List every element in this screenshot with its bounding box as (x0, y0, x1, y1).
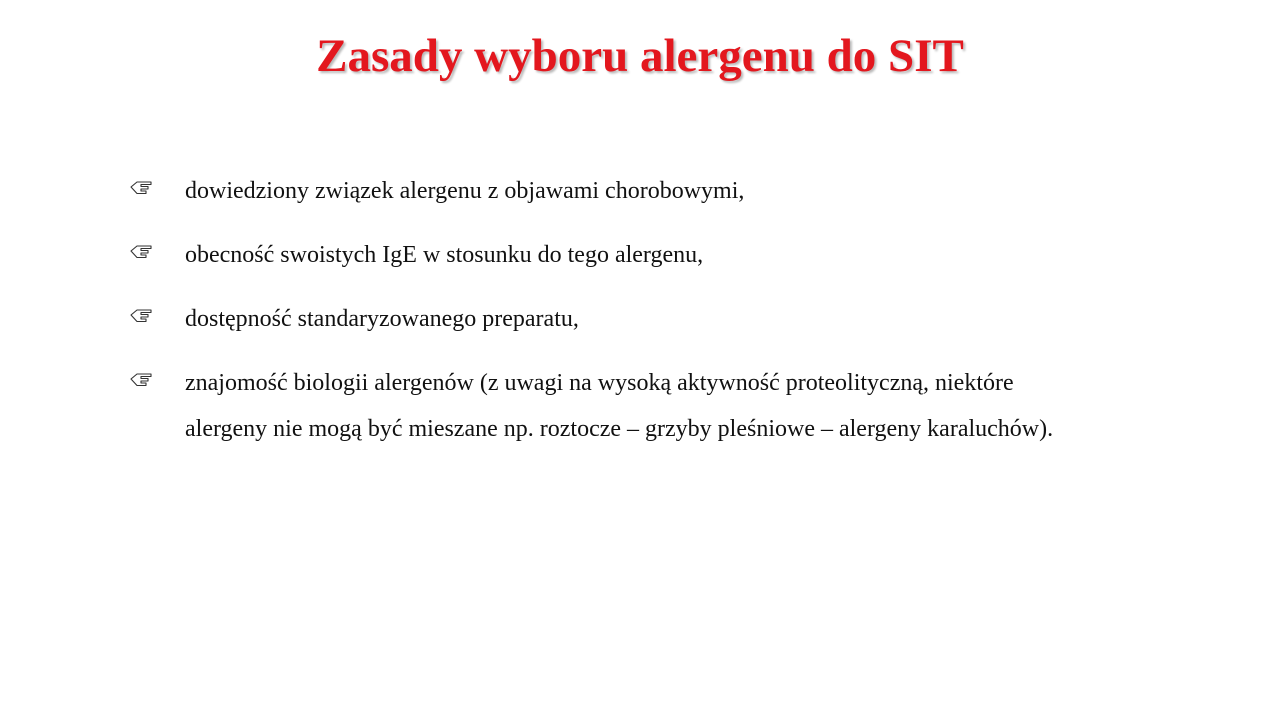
pointing-hand-icon (130, 370, 154, 388)
bullet-text: obecność swoistych IgE w stosunku do tego alergenu, (185, 242, 704, 268)
bullet-text: dowiedziony związek alergenu z objawami chorobowymi, (185, 178, 745, 204)
pointing-hand-icon (130, 242, 154, 260)
pointing-hand-icon (130, 178, 154, 196)
pointing-hand-icon (130, 306, 154, 324)
slide-title: Zasady wyboru alergenu do SIT (316, 30, 964, 82)
bullet-text: dostępność standaryzowanego preparatu, (185, 306, 579, 332)
bullet-text: znajomość biologii alergenów (z uwagi na wysoką aktywność proteolityczną, niektóre alergeny nie mogą być mieszane np. roztocze – grzyby pleśniowe – alergeny karaluchów). (185, 370, 1054, 442)
